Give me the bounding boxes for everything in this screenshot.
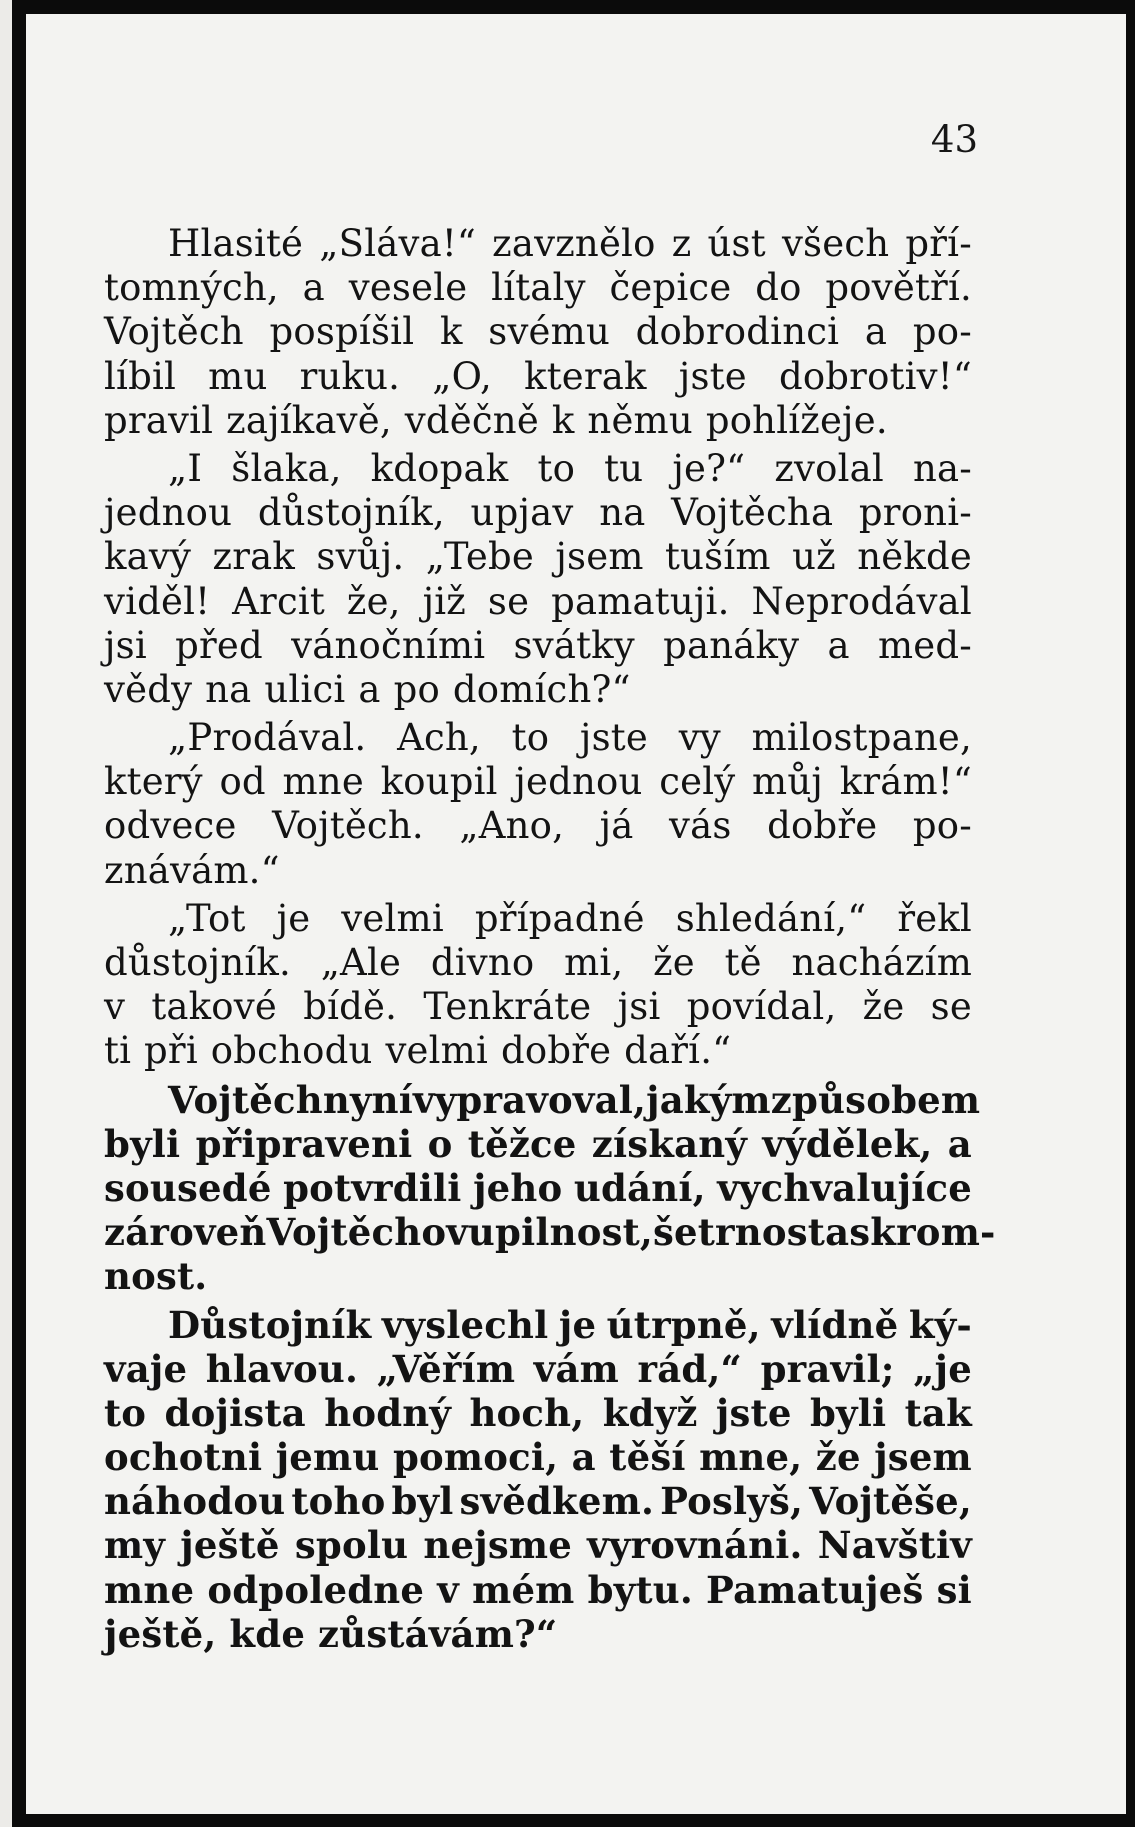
word: pří-: [905, 222, 972, 265]
word: jakým: [646, 1077, 771, 1122]
word: připraveni: [195, 1121, 413, 1166]
text-line: [104, 355, 972, 399]
word: z: [671, 222, 692, 265]
text-line: [104, 624, 972, 668]
word: pravil: [104, 398, 214, 442]
text-line: [104, 491, 972, 535]
word: zároveň: [104, 1210, 267, 1255]
word: pravil;: [760, 1346, 895, 1391]
word: „Tebe: [425, 535, 534, 579]
word: dojista: [164, 1390, 306, 1435]
word: ještě,: [104, 1611, 217, 1656]
word: všech: [781, 222, 890, 265]
word: ochotni: [104, 1435, 263, 1480]
word: do: [755, 266, 802, 310]
word: vychvalujíce: [717, 1165, 972, 1210]
word: vesele: [348, 266, 468, 310]
word: bídě.: [303, 985, 398, 1029]
word: vy: [678, 716, 721, 760]
word: a: [358, 667, 381, 711]
word: náhodou: [104, 1479, 286, 1524]
word: nejsme: [423, 1523, 572, 1568]
text-line: [104, 985, 972, 1029]
word: k: [439, 310, 463, 354]
text-line: [104, 1347, 972, 1391]
text-line: [104, 222, 972, 266]
word: pilnost,: [495, 1210, 653, 1255]
word: Pamatuješ: [706, 1567, 924, 1612]
word: že,: [346, 579, 401, 623]
word: my: [104, 1523, 166, 1568]
word: na: [599, 491, 646, 535]
word: byli: [809, 1390, 887, 1435]
text-line: [104, 1254, 972, 1298]
word: mne,: [699, 1435, 803, 1480]
word: celý: [659, 760, 736, 804]
word: ruku.: [299, 354, 401, 398]
word: velmi: [385, 1029, 489, 1073]
word: a: [825, 1210, 850, 1255]
text-line: [104, 1435, 972, 1479]
word: tuším: [665, 535, 771, 579]
word: útrpně,: [606, 1302, 761, 1347]
word: Tenkráte: [423, 985, 592, 1029]
word: vánočními: [291, 623, 486, 667]
word: ký-: [908, 1302, 972, 1347]
word: k: [551, 398, 575, 442]
word: zajíkavě,: [226, 398, 392, 442]
text-line: [104, 849, 972, 893]
word: nost.: [104, 1254, 208, 1299]
text-line: [104, 399, 972, 443]
text-line: [104, 716, 972, 760]
word: odvece: [104, 804, 237, 848]
word: mne: [282, 760, 364, 804]
text-line: [104, 1391, 972, 1435]
text-line: [104, 1612, 972, 1656]
text-line: [104, 1077, 981, 1122]
word: dobře: [500, 1029, 612, 1073]
word: zůstávám?“: [318, 1611, 558, 1656]
word: se: [930, 985, 972, 1029]
word: upjav: [470, 491, 574, 535]
body-text: [104, 222, 996, 1656]
word: Vojtěchovu: [266, 1210, 496, 1255]
word: v: [104, 985, 126, 1029]
word: po-: [912, 310, 972, 354]
word: vaje: [104, 1346, 188, 1391]
word: „je: [913, 1346, 972, 1391]
word: svůj.: [316, 535, 405, 579]
word: vás: [669, 804, 732, 848]
word: „Ano,: [459, 804, 565, 848]
word: shledání,“: [675, 896, 867, 940]
text-line: [104, 1122, 972, 1166]
word: dobře: [767, 804, 878, 848]
word: na: [205, 667, 252, 711]
word: „I: [168, 446, 203, 490]
text-line: [104, 535, 972, 579]
word: někde: [857, 535, 972, 579]
word: bytu.: [587, 1567, 693, 1612]
word: „Prodával.: [168, 716, 367, 760]
word: to: [511, 716, 550, 760]
text-line: [104, 804, 972, 848]
word: na-: [913, 446, 972, 490]
word: panáky: [663, 623, 800, 667]
word: od: [219, 760, 266, 804]
word: je: [276, 896, 311, 940]
word: vyslechl: [381, 1302, 549, 1347]
word: kde: [229, 1611, 306, 1656]
word: Vojtěše,: [809, 1479, 972, 1524]
word: mu: [208, 354, 268, 398]
word: jednou: [514, 760, 643, 804]
word: hodný: [324, 1390, 452, 1435]
text-line: [104, 668, 972, 712]
word: zrak: [212, 535, 295, 579]
text-line: [104, 1210, 996, 1255]
word: úst: [707, 222, 766, 265]
word: důstojník,: [257, 491, 445, 535]
word: milostpane,: [751, 716, 972, 760]
word: a: [571, 1435, 596, 1480]
word: proni-: [858, 491, 972, 535]
word: tak: [904, 1390, 972, 1435]
word: a: [864, 310, 888, 354]
word: to: [104, 1390, 147, 1435]
word: jste: [678, 354, 747, 398]
word: toho: [291, 1479, 386, 1524]
word: Arcit: [232, 579, 325, 623]
word: čepice: [609, 266, 732, 310]
word: pohlížeje.: [705, 398, 888, 442]
word: když: [602, 1390, 698, 1435]
word: řekl: [897, 896, 972, 940]
word: tu: [604, 446, 644, 490]
word: svědkem.: [459, 1479, 655, 1524]
word: „O,: [432, 354, 492, 398]
word: udání,: [573, 1165, 706, 1210]
word: „Sláva!“: [319, 222, 477, 265]
word: jsi: [617, 985, 661, 1029]
text-line: [104, 1568, 972, 1612]
text-line: [104, 1166, 972, 1210]
word: divno: [430, 941, 535, 984]
word: že: [862, 985, 905, 1029]
word: sousedé: [104, 1165, 272, 1210]
word: pomoci,: [392, 1435, 559, 1480]
word: líbil: [104, 354, 177, 398]
word: svátky: [513, 623, 635, 667]
word: že: [815, 1435, 861, 1480]
word: znávám.“: [104, 848, 280, 892]
word: před: [175, 623, 263, 667]
word: mne: [104, 1567, 195, 1612]
word: svému: [488, 310, 610, 354]
word: jednou: [104, 491, 233, 535]
word: kdopak: [370, 446, 509, 490]
word: tomných,: [104, 266, 279, 310]
word: jste: [715, 1390, 792, 1435]
word: Důstojník: [168, 1302, 372, 1347]
word: dobrodinci: [635, 310, 840, 354]
text-line: [104, 310, 972, 354]
word: a: [947, 1121, 972, 1166]
word: byli: [104, 1121, 181, 1166]
text-line: [104, 760, 972, 804]
word: po-: [912, 804, 972, 848]
word: a: [827, 623, 850, 667]
word: hoch,: [469, 1390, 585, 1435]
word: Vojtěch.: [272, 804, 424, 848]
word: rád,“: [637, 1346, 743, 1391]
word: tě: [724, 941, 762, 984]
word: byl: [391, 1479, 454, 1524]
word: vám: [533, 1346, 619, 1391]
text-line: [104, 1303, 972, 1347]
word: již: [422, 579, 466, 623]
word: koupil: [380, 760, 498, 804]
word: způsobem: [770, 1077, 981, 1122]
word: potvrdili: [283, 1165, 462, 1210]
word: Hlasité: [168, 222, 304, 265]
word: hlavou.: [205, 1346, 359, 1391]
word: takové: [151, 985, 277, 1029]
word: je?“: [672, 446, 746, 490]
word: skrom-: [849, 1210, 996, 1255]
word: šetrnost: [653, 1210, 826, 1255]
word: viděl!: [104, 579, 211, 623]
word: že: [653, 941, 695, 984]
word: jsem: [555, 535, 644, 579]
word: ulici: [264, 667, 346, 711]
word: vlídně: [771, 1302, 899, 1347]
word: Vojtěch: [104, 310, 244, 354]
word: dobrotiv!“: [778, 354, 972, 398]
word: výdělek,: [762, 1121, 933, 1166]
text-line: [104, 1479, 972, 1523]
word: zvolal: [774, 446, 884, 490]
word: pamatuji.: [551, 579, 730, 623]
word: nacházím: [791, 941, 972, 984]
page-edge: [0, 0, 12, 1827]
word: němu: [587, 398, 693, 442]
word: to: [537, 446, 576, 490]
word: med-: [878, 623, 972, 667]
word: ti: [104, 1029, 132, 1073]
word: já: [599, 804, 634, 848]
word: po: [393, 667, 440, 711]
word: si: [936, 1567, 972, 1612]
word: pospíšil: [269, 310, 415, 354]
word: při: [144, 1029, 198, 1073]
word: mém: [472, 1567, 575, 1612]
text-line: [104, 1029, 972, 1073]
word: který: [104, 760, 203, 804]
word: těžce: [467, 1121, 577, 1166]
word: nyní: [322, 1077, 414, 1122]
word: mi,: [564, 941, 624, 984]
word: krám!“: [839, 760, 972, 804]
word: „Tot: [168, 896, 246, 940]
word: kavý: [104, 535, 192, 579]
word: získaný: [591, 1121, 748, 1166]
word: jeho: [473, 1165, 563, 1210]
word: kterak: [524, 354, 647, 398]
word: se: [487, 579, 530, 623]
word: obchodu: [210, 1029, 373, 1073]
word: jsem: [874, 1435, 972, 1480]
word: v: [437, 1567, 459, 1612]
word: ještě: [180, 1523, 280, 1568]
word: případné: [474, 896, 645, 940]
word: Vojtěch: [168, 1077, 323, 1122]
page-number: 43: [930, 118, 978, 161]
word: Neprodával: [751, 579, 972, 623]
word: Ach,: [397, 716, 481, 760]
word: povětří.: [825, 266, 972, 310]
word: Vojtěcha: [671, 491, 834, 535]
word: o: [427, 1121, 453, 1166]
word: domích?“: [452, 667, 631, 711]
word: daří.“: [624, 1029, 732, 1073]
word: a: [302, 266, 325, 310]
word: „Ale: [320, 941, 402, 984]
word: šlaka,: [231, 446, 342, 490]
text-line: [104, 266, 972, 310]
word: jsi: [104, 623, 147, 667]
word: jemu: [275, 1435, 380, 1480]
text-line: [104, 1523, 972, 1567]
word: vděčně: [404, 398, 539, 442]
text-line: [104, 580, 972, 624]
word: Navštiv: [817, 1523, 972, 1568]
word: můj: [752, 760, 824, 804]
text-line: [104, 897, 972, 941]
word: těší: [609, 1435, 686, 1480]
word: vědy: [104, 667, 193, 711]
word: velmi: [341, 896, 444, 940]
word: vyrovnáni.: [587, 1523, 803, 1568]
word: spolu: [294, 1523, 409, 1568]
word: zavznělo: [492, 222, 656, 265]
word: už: [792, 535, 836, 579]
word: povídal,: [686, 985, 837, 1029]
word: odpoledne: [207, 1567, 425, 1612]
text-line: [104, 941, 972, 985]
word: jste: [579, 716, 648, 760]
word: je: [558, 1302, 597, 1347]
word: Poslyš,: [660, 1479, 804, 1524]
text-line: [104, 447, 972, 491]
word: „Věřím: [376, 1346, 516, 1391]
word: důstojník.: [104, 941, 291, 984]
word: lítaly: [491, 266, 586, 310]
word: vypravoval,: [413, 1077, 647, 1122]
